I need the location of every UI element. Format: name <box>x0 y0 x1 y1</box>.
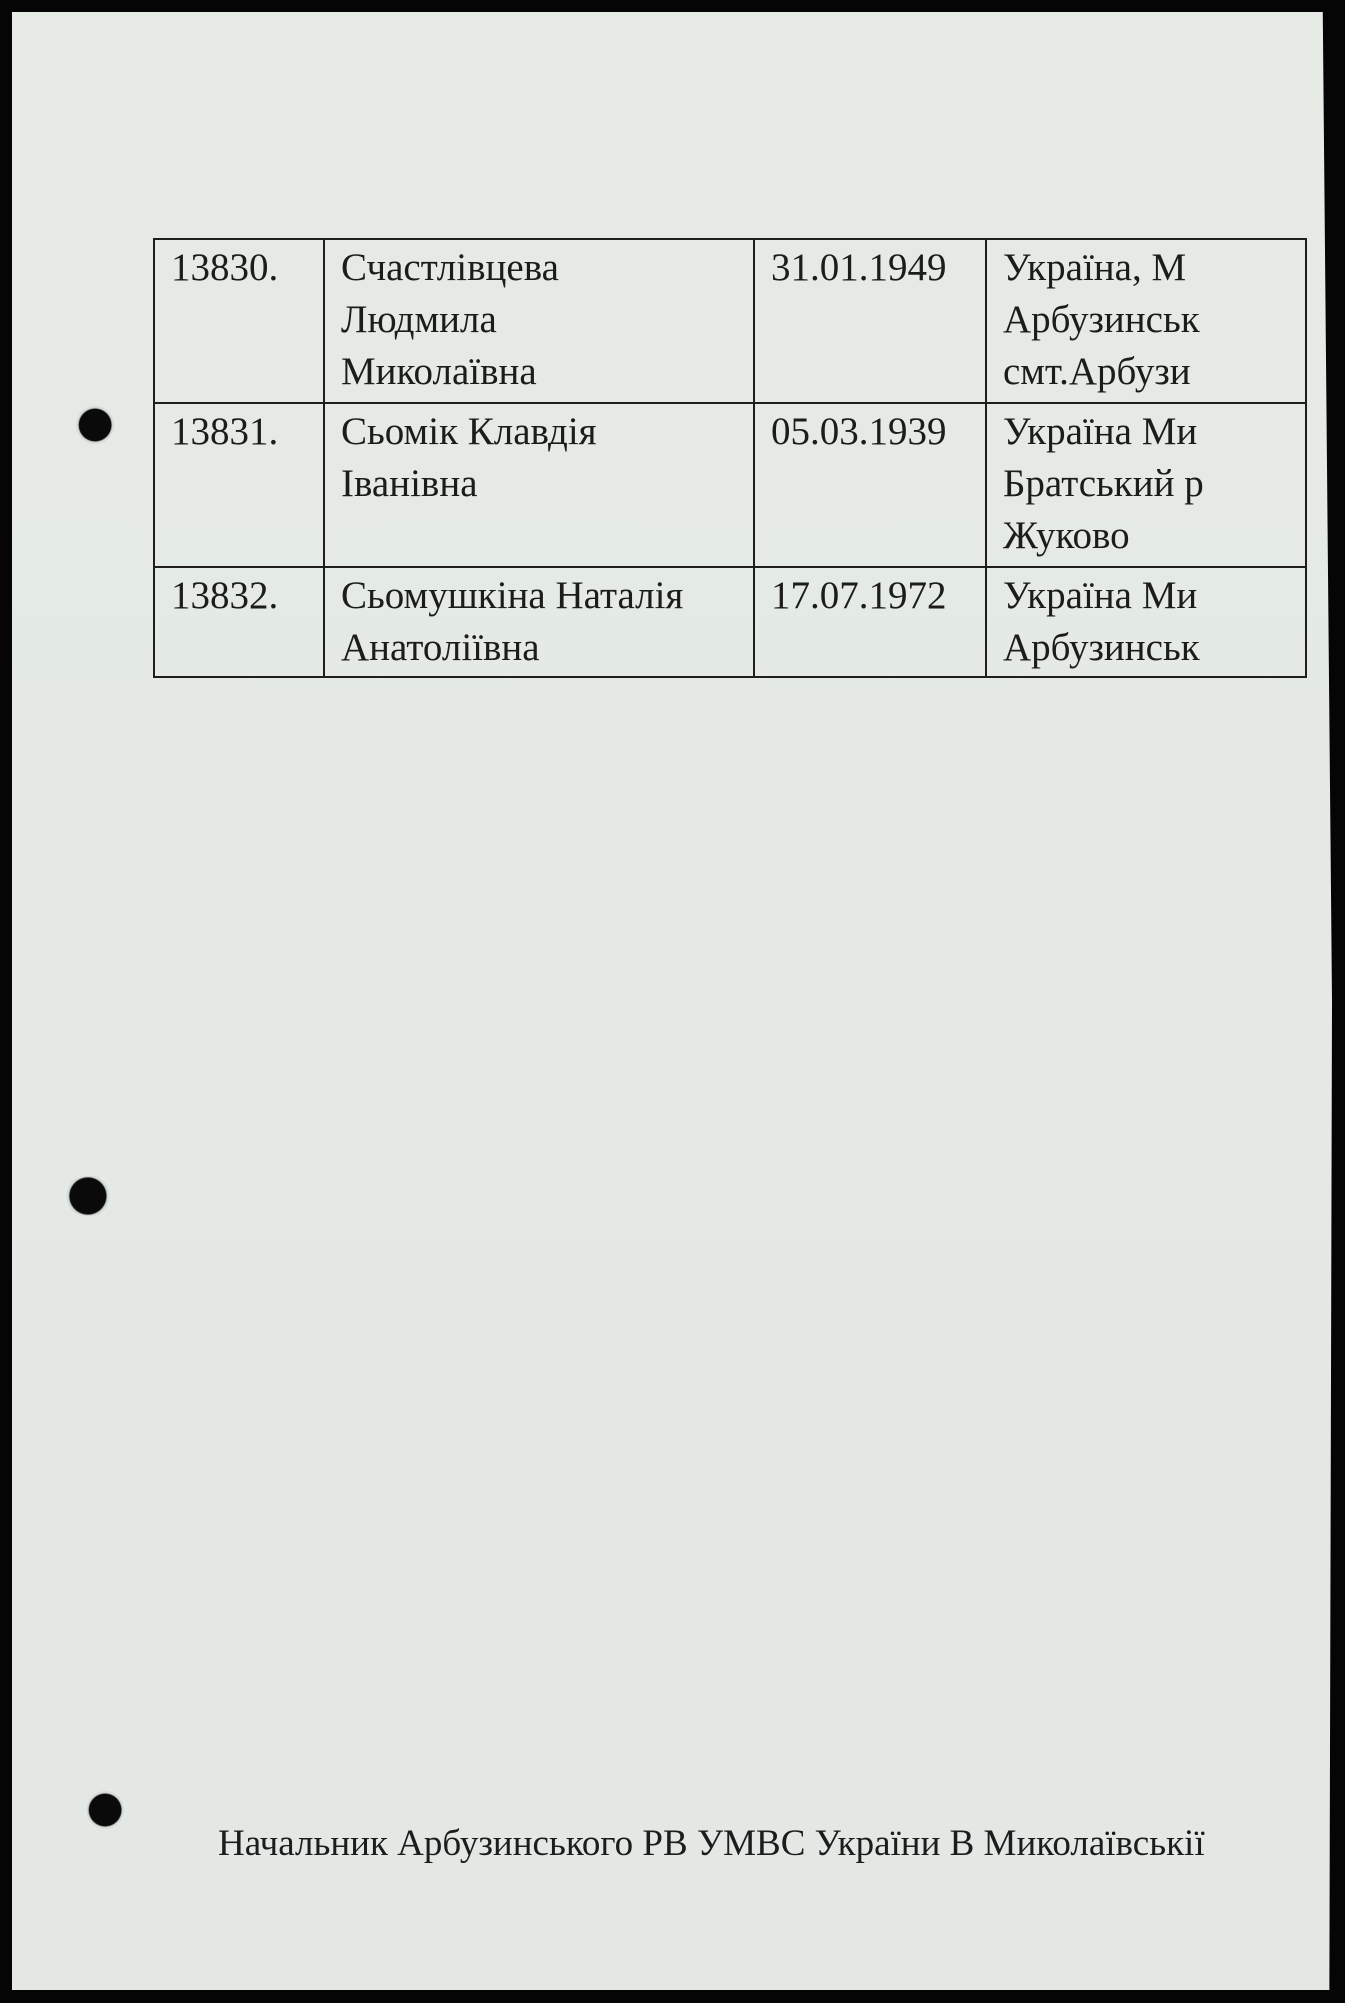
record-number: 13831. <box>154 403 324 567</box>
record-name <box>324 567 754 677</box>
signature-line: Начальник Арбузинського РВ УМВС України В Миколаївськії <box>218 1823 1205 1864</box>
place-line: смт.Арбузи <box>1003 350 1191 393</box>
record-number: 13830. <box>154 239 324 403</box>
name-line: Сьомушкіна Наталія <box>341 574 684 617</box>
place-line: Братський р <box>1003 462 1204 505</box>
record-name <box>324 239 754 403</box>
name-line: Людмила <box>341 298 497 341</box>
table-row <box>154 567 1306 677</box>
table-row <box>154 403 1306 567</box>
table-row <box>154 239 1306 403</box>
place-line: Україна Ми <box>1003 410 1198 453</box>
punch-hole <box>74 405 118 445</box>
name-line: Анатоліївна <box>341 626 540 669</box>
name-line: Іванівна <box>341 462 478 505</box>
record-name <box>324 403 754 567</box>
record-place <box>986 567 1306 677</box>
record-place <box>986 403 1306 567</box>
punch-hole <box>84 1790 128 1830</box>
place-line: Арбузинськ <box>1003 298 1200 341</box>
place-line: Арбузинськ <box>1003 626 1200 669</box>
record-birth-date: 05.03.1939 <box>754 403 986 567</box>
record-birth-date: 17.07.1972 <box>754 567 986 677</box>
record-place <box>986 239 1306 403</box>
record-number: 13832. <box>154 567 324 677</box>
punch-hole <box>62 1176 116 1216</box>
record-birth-date: 31.01.1949 <box>754 239 986 403</box>
place-line: Україна, М <box>1003 246 1187 289</box>
place-line: Україна Ми <box>1003 574 1198 617</box>
records-table <box>153 238 1307 678</box>
name-line: Сьомік Клавдія <box>341 410 597 453</box>
place-line: Жуково <box>1003 514 1130 557</box>
name-line: Счастлівцева <box>341 246 559 289</box>
name-line: Миколаївна <box>341 350 537 393</box>
